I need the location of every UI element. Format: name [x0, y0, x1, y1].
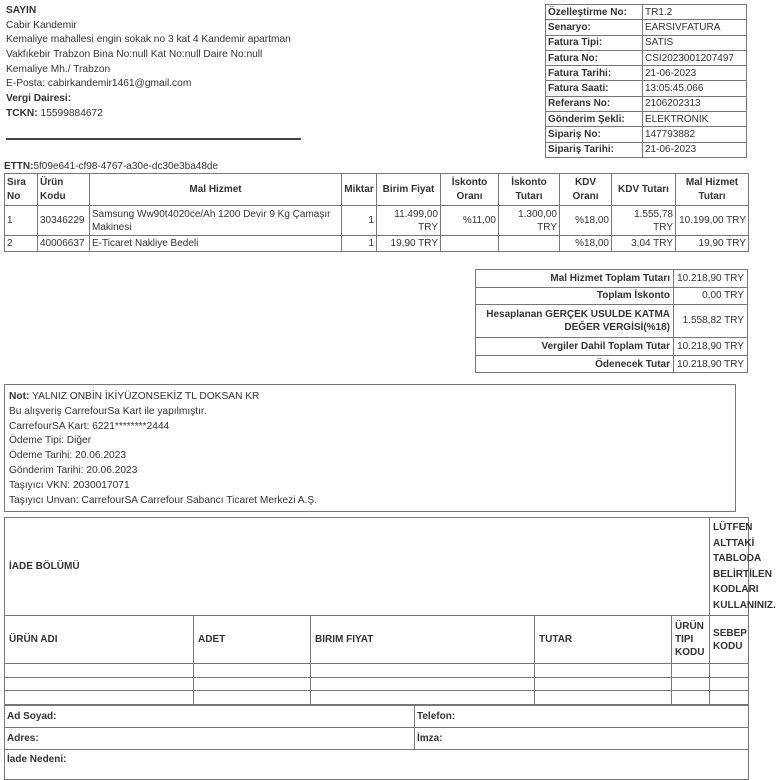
buyer-address-line1: Kemaliye mahallesi engin sokak no 3 kat 4 Kandemir apartman: [6, 34, 291, 46]
info-label: Fatura Tipi:: [546, 35, 643, 50]
cell-sira-no: 1: [5, 206, 38, 236]
cell-urun-kodu: 30346229: [38, 206, 90, 236]
empty-cell[interactable]: [194, 664, 311, 678]
info-row: [546, 142, 747, 157]
header-iskonto-orani: İskonto Oranı: [441, 174, 499, 206]
info-row: [546, 127, 747, 142]
buyer-address-line3: Kemaliye Mh./ Trabzon: [6, 63, 111, 75]
info-value: 147793882: [643, 127, 747, 142]
return-col-urun-adi: ÜRÜN ADI: [5, 616, 194, 664]
empty-cell[interactable]: [5, 664, 194, 678]
header-urun-kodu: Ürün Kodu: [38, 174, 90, 206]
return-title: İADE BÖLÜMÜ: [5, 518, 710, 616]
note-line: Gönderim Tarihi: 20.06.2023: [9, 464, 138, 476]
totals-row: [476, 355, 748, 373]
invoice-info-table: [545, 4, 747, 158]
empty-cell[interactable]: [311, 677, 535, 691]
note-amount-words: YALNIZ ONBİN İKİYÜZONSEKİZ TL DOKSAN KR: [32, 391, 260, 402]
note-amount-line: [9, 390, 731, 405]
totals-row: [476, 270, 748, 288]
info-value: 21-06-2023: [643, 142, 747, 157]
return-col-sebep-kodu: SEBEP KODU: [710, 616, 749, 664]
info-row: [546, 50, 747, 65]
info-row: [546, 35, 747, 50]
info-value: SATIS: [643, 35, 747, 50]
return-instruction: LÜTFEN ALTTAKİ TABLODA BELİRTİLEN KODLARI KULLANINIZ.: [710, 518, 749, 616]
info-value: 13:05:45.066: [643, 81, 747, 96]
empty-cell[interactable]: [672, 677, 710, 691]
info-label: Gönderim Şekli:: [546, 112, 643, 127]
info-label: Fatura Tarihi:: [546, 66, 643, 81]
header-sira-no: Sıra No: [5, 174, 38, 206]
empty-cell[interactable]: [672, 664, 710, 678]
return-col-adet: ADET: [194, 616, 311, 664]
cell-iskonto-orani: [441, 236, 499, 252]
items-table: [4, 173, 749, 252]
cell-iskonto-tutari: [499, 236, 560, 252]
cell-mal-hizmet: E-Ticaret Nakliye Bedeli: [90, 236, 342, 252]
tax-office-label: Vergi Dairesi:: [6, 93, 72, 105]
totals-value: 10.218,90 TRY: [674, 270, 748, 288]
buyer-info: [6, 4, 306, 122]
cell-mal-hizmet: Samsung Ww90t4020ce/Ah 1200 Devir 9 Kg Çamaşır Makinesi: [90, 206, 342, 236]
empty-cell[interactable]: [710, 664, 749, 678]
header-iskonto-tutari: İskonto Tutarı: [499, 174, 560, 206]
iade-nedeni-field[interactable]: İade Nedeni:: [5, 750, 749, 780]
info-row: [546, 112, 747, 127]
header-mal-hizmet: Mal Hizmet: [90, 174, 342, 206]
empty-cell[interactable]: [194, 677, 311, 691]
empty-cell[interactable]: [194, 691, 311, 705]
info-value: ELEKTRONIK: [643, 112, 747, 127]
return-title-row: [5, 518, 749, 616]
buyer-email: E-Posta: cabirkandemir1461@gmail.com: [6, 78, 192, 90]
cell-iskonto-orani: %11,00: [441, 206, 499, 236]
cell-miktar: 1: [342, 206, 377, 236]
empty-cell[interactable]: [710, 691, 749, 705]
note-line: Ödeme Tipi: Diğer: [9, 435, 92, 447]
totals-row: [476, 305, 748, 338]
return-empty-row: [5, 664, 749, 678]
info-row: [546, 5, 747, 20]
totals-table: [475, 269, 748, 373]
ad-soyad-field[interactable]: Ad Soyad:: [5, 706, 415, 728]
tckn-label: TCKN:: [6, 107, 38, 119]
return-empty-row: [5, 677, 749, 691]
totals-value: 0,00 TRY: [674, 287, 748, 305]
empty-cell[interactable]: [672, 691, 710, 705]
info-value: EARSIVFATURA: [643, 20, 747, 35]
return-col-urun-tipi-kodu: ÜRÜN TIPI KODU: [672, 616, 710, 664]
cell-kdv-orani: %18,00: [560, 236, 612, 252]
imza-field[interactable]: İmza:: [415, 728, 749, 750]
header-kdv-tutari: KDV Tutarı: [612, 174, 676, 206]
info-value: 2106202313: [643, 96, 747, 111]
cell-kdv-orani: %18,00: [560, 206, 612, 236]
ettn-value: 5f09e641-cf98-4767-a30e-dc30e3ba48de: [33, 161, 219, 172]
info-label: Fatura No:: [546, 50, 643, 65]
totals-label: Ödenecek Tutar: [476, 355, 674, 373]
cell-urun-kodu: 40006637: [38, 236, 90, 252]
note-line: Taşıyıcı Unvan: CarrefourSA Carrefour Sabancı Ticaret Merkezi A.Ş.: [9, 494, 318, 506]
header-kdv-orani: KDV Oranı: [560, 174, 612, 206]
salutation: SAYIN: [6, 5, 37, 16]
info-value: TR1.2: [643, 5, 747, 20]
cell-miktar: 1: [342, 236, 377, 252]
cell-kdv-tutari: 1.555,78 TRY: [612, 206, 676, 236]
table-row: [5, 236, 749, 252]
info-row: [546, 66, 747, 81]
tckn-value: 15599884672: [40, 107, 103, 119]
buyer-name: Cabir Kandemir: [6, 19, 77, 31]
cell-mal-hizmet-tutari: 19,90 TRY: [676, 236, 749, 252]
note-box: [4, 384, 736, 512]
signature-table: [4, 705, 749, 780]
cell-iskonto-tutari: 1.300,00 TRY: [499, 206, 560, 236]
empty-cell[interactable]: [5, 677, 194, 691]
cell-birim-fiyat: 19,90 TRY: [377, 236, 441, 252]
totals-row: [476, 338, 748, 356]
signature-row: [5, 728, 749, 750]
totals-row: [476, 287, 748, 305]
ettn-label: ETTN:: [4, 161, 34, 172]
note-line: CarrefourSA Kart: 6221********2444: [9, 420, 170, 432]
note-line: Taşıyıcı VKN: 2030017071: [9, 479, 130, 491]
return-col-birim-fiyat: BIRIM FIYAT: [311, 616, 535, 664]
totals-label: Hesaplanan GERÇEK USULDE KATMA DEĞER VERGİSİ(%18): [476, 305, 674, 338]
note-label: Not:: [9, 391, 30, 402]
info-row: [546, 81, 747, 96]
buyer-address-line2: Vakfıkebir Trabzon Bina No:null Kat No:null Daire No:null: [6, 49, 263, 61]
telefon-field[interactable]: Telefon:: [415, 706, 749, 728]
return-empty-row: [5, 691, 749, 705]
note-line: Ödeme Tarihi: 20.06.2023: [9, 450, 127, 462]
empty-cell[interactable]: [535, 664, 672, 678]
signature-row: [5, 750, 749, 780]
empty-cell[interactable]: [710, 677, 749, 691]
totals-value: 1.558,82 TRY: [674, 305, 748, 338]
totals-label: Vergiler Dahil Toplam Tutar: [476, 338, 674, 356]
info-value: 21-06-2023: [643, 66, 747, 81]
totals-label: Toplam İskonto: [476, 287, 674, 305]
info-value: CSI2023001207497: [643, 50, 747, 65]
return-table: [4, 517, 776, 705]
return-col-tutar: TUTAR: [535, 616, 672, 664]
cell-mal-hizmet-tutari: 10.199,00 TRY: [676, 206, 749, 236]
totals-label: Mal Hizmet Toplam Tutarı: [476, 270, 674, 288]
empty-cell[interactable]: [311, 691, 535, 705]
header-miktar: Miktar: [342, 174, 377, 206]
info-label: Sipariş No:: [546, 127, 643, 142]
empty-cell[interactable]: [535, 677, 672, 691]
empty-cell[interactable]: [5, 691, 194, 705]
info-row: [546, 96, 747, 111]
return-header-row: [5, 616, 749, 664]
buyer-divider: [6, 138, 301, 140]
items-header-row: [5, 174, 749, 206]
info-label: Senaryo:: [546, 20, 643, 35]
note-line: Bu alışveriş CarrefourSa Kart ile yapılmıştır.: [9, 405, 207, 417]
info-label: Özelleştirme No:: [546, 5, 643, 20]
empty-cell[interactable]: [311, 664, 535, 678]
header-mal-hizmet-tutari: Mal Hizmet Tutarı: [676, 174, 749, 206]
info-row: [546, 20, 747, 35]
cell-sira-no: 2: [5, 236, 38, 252]
totals-value: 10.218,90 TRY: [674, 338, 748, 356]
cell-kdv-tutari: 3,04 TRY: [612, 236, 676, 252]
info-label: Referans No:: [546, 96, 643, 111]
ettn-line: [4, 160, 218, 173]
info-label: Fatura Saati:: [546, 81, 643, 96]
totals-value: 10.218,90 TRY: [674, 355, 748, 373]
signature-row: [5, 706, 749, 728]
header-birim-fiyat: Birim Fiyat: [377, 174, 441, 206]
table-row: [5, 206, 749, 236]
tckn-line: [6, 107, 306, 122]
info-label: Sipariş Tarihi:: [546, 142, 643, 157]
adres-field[interactable]: Adres:: [5, 728, 415, 750]
empty-cell[interactable]: [535, 691, 672, 705]
cell-birim-fiyat: 11.499,00 TRY: [377, 206, 441, 236]
